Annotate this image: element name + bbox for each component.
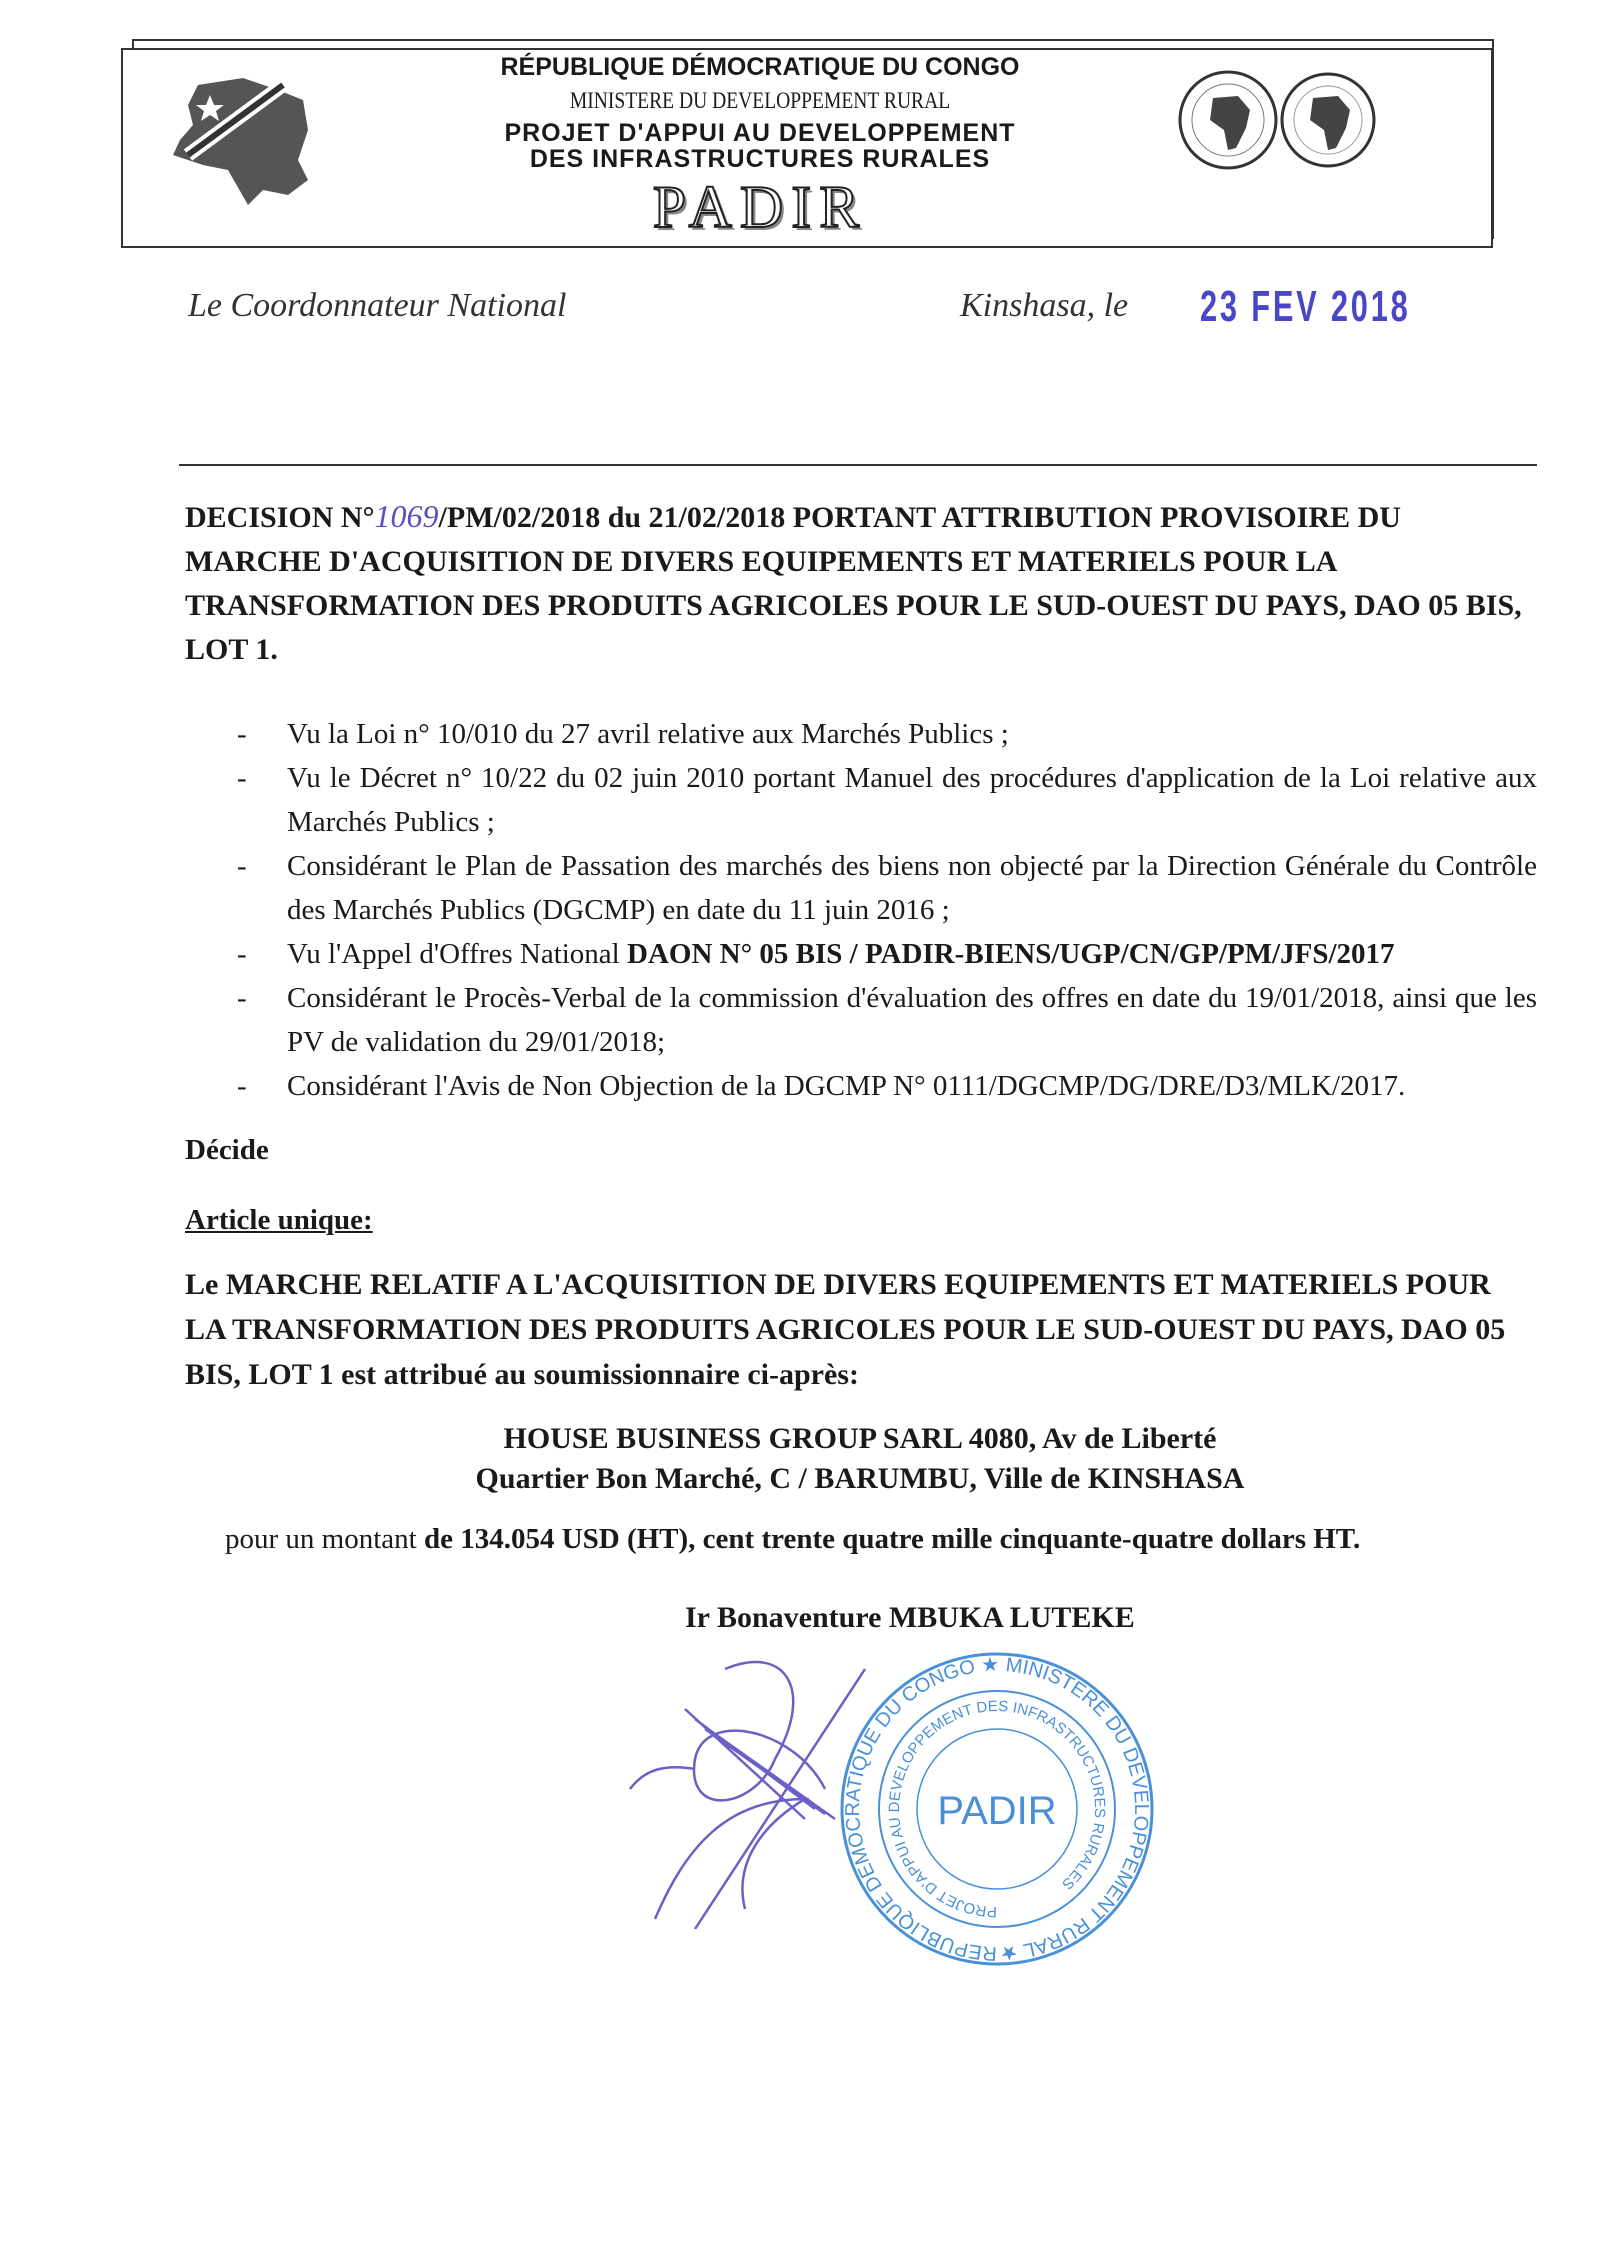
list-item: - Considérant l'Avis de Non Objection de la DGCMP N° 0111/DGCMP/DG/DRE/D3/MLK/2017. — [237, 1064, 1537, 1108]
decision-title — [185, 494, 1545, 672]
tender-intro: Vu l'Appel d'Offres National — [287, 938, 627, 970]
official-stamp — [835, 1647, 1160, 1972]
list-item: - Considérant le Procès-Verbal de la commission d'évaluation des offres en date du 19/01/2018, ainsi que les PV de validation du 29/01/2018; — [237, 976, 1537, 1064]
title-prefix: DECISION N° — [185, 501, 375, 534]
date-stamp: 23 FEV 2018 — [1200, 282, 1411, 331]
list-item — [237, 932, 1537, 976]
amount-prefix: pour un montant — [225, 1523, 424, 1555]
amount-value: de 134.054 USD (HT), cent trente quatre mille cinquante-quatre dollars HT. — [423, 1523, 1361, 1555]
stamp-outer-text: REPUBLIQUE DEMOCRATIQUE DU CONGO ★ MINISTERE DU DEVELOPPEMENT RURAL ★ — [842, 1653, 1153, 1965]
ministry-heading: MINISTERE DU DEVELOPPEMENT RURAL — [569, 88, 951, 113]
list-item: - Vu le Décret n° 10/22 du 02 juin 2010 portant Manuel des procédures d'application de la Loi relative aux Marchés Publics ; — [237, 756, 1537, 844]
afdb-logos — [1178, 68, 1468, 173]
stamp-center-text: PADIR — [937, 1789, 1057, 1833]
decide-heading: Décide — [185, 1134, 269, 1166]
awardee-line-1: HOUSE BUSINESS GROUP SARL 4080, Av de Liberté — [503, 1422, 1217, 1455]
padir-logo-text: PADIR — [652, 174, 868, 240]
tender-reference: DAON N° 05 BIS / PADIR-BIENS/UGP/CN/GP/PM/JFS/2017 — [627, 938, 1395, 970]
considerations-list — [237, 712, 1537, 1108]
awardee-line-2: Quartier Bon Marché, C / BARUMBU, Ville de KINSHASA — [475, 1462, 1245, 1495]
awardee — [295, 1419, 1425, 1499]
stamp-inner-text: PROJET D'APPUI AU DEVELOPPEMENT DES INFRASTRUCTURES RURALES — [885, 1697, 1109, 1921]
signatory-name: Ir Bonaventure MBUKA LUTEKE — [685, 1601, 1135, 1634]
project-line-1: PROJET D'APPUI AU DEVELOPPEMENT — [504, 119, 1016, 147]
drc-map-flag-logo — [168, 70, 313, 210]
list-item: - Vu la Loi n° 10/010 du 27 avril relative aux Marchés Publics ; — [237, 712, 1537, 756]
divider — [179, 464, 1537, 466]
list-item: - Considérant le Plan de Passation des marchés des biens non objecté par la Direction Générale du Contrôle des Marchés Publics (DGCMP) en date du 11 juin 2016 ; — [237, 844, 1537, 932]
decision-body — [185, 494, 1545, 1979]
signature-block — [685, 1599, 1545, 1979]
article-heading: Article unique: — [185, 1204, 373, 1236]
amount — [225, 1519, 1555, 1559]
article-text: Le MARCHE RELATIF A L'ACQUISITION DE DIVERS EQUIPEMENTS ET MATERIELS POUR LA TRANSFORMATION DES PRODUITS AGRICOLES POUR LE SUD-OUEST DU PAYS, DAO 05 BIS, LOT 1 est attribué au soumissionnaire ci-après: — [185, 1268, 1506, 1391]
republic-heading: RÉPUBLIQUE DÉMOCRATIQUE DU CONGO — [500, 53, 1020, 81]
sender-title: Le Coordonnateur National — [188, 287, 567, 324]
project-heading — [380, 120, 1140, 172]
title-rest: /PM/02/2018 du 21/02/2018 PORTANT ATTRIBUTION PROVISOIRE DU MARCHE D'ACQUISITION DE DIVERS EQUIPEMENTS ET MATERIELS POUR LA TRANSFORMATION DES PRODUITS AGRICOLES POUR LE SUD-OUEST DU PAYS, DAO 05 BIS, LOT 1. — [185, 501, 1522, 666]
handwritten-number: 1069 — [374, 498, 439, 534]
place-label: Kinshasa, le — [960, 287, 1129, 324]
project-line-2: DES INFRASTRUCTURES RURALES — [529, 145, 991, 173]
